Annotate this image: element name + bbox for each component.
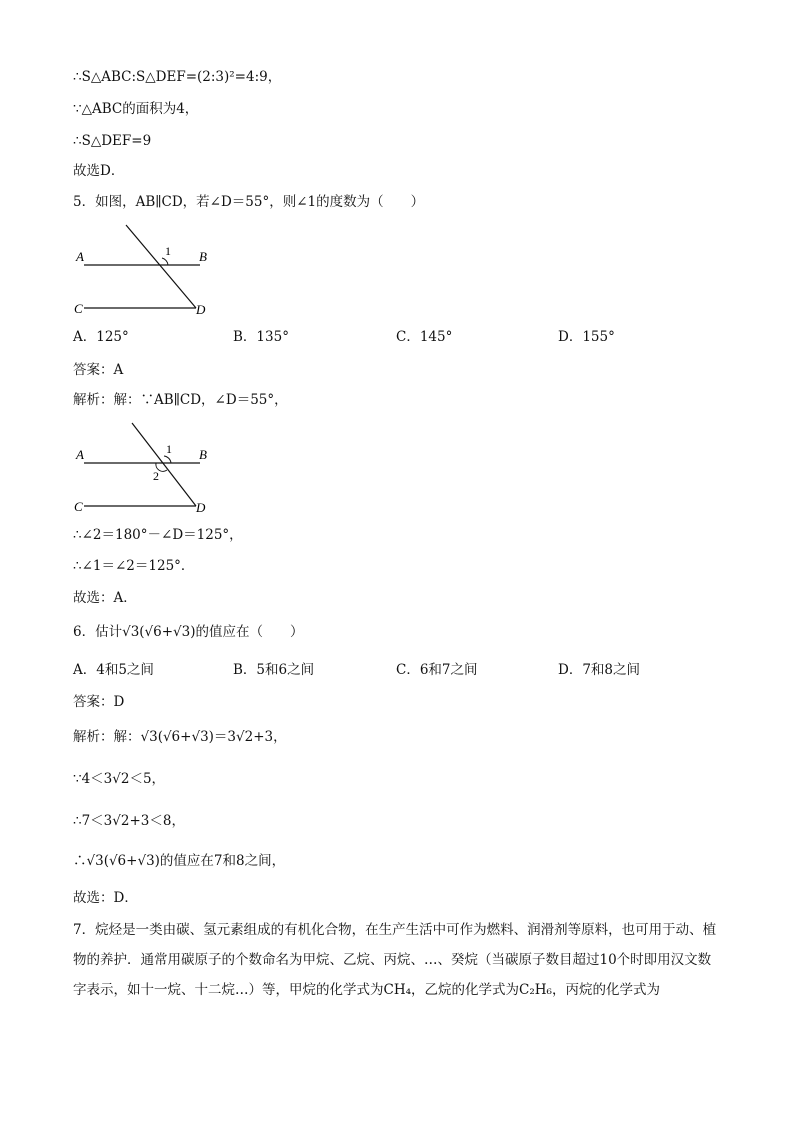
solution-line: ∵4＜3√2＜5，: [73, 771, 166, 787]
solution-line: ∴S△DEF=9: [73, 133, 152, 149]
option-c: C．145°: [396, 329, 453, 345]
point-c-label: C: [74, 499, 83, 514]
option-a: A．125°: [73, 329, 129, 345]
solution-line: ∴S△ABC:S△DEF=(2:3)²=4:9，: [73, 69, 282, 85]
point-a-label: A: [76, 249, 84, 264]
angle-1-label: 1: [166, 442, 172, 456]
parallel-lines-figure: [70, 222, 230, 322]
angle-2-label: 2: [153, 469, 159, 483]
angle-1-arc: [164, 456, 171, 463]
point-a-label: A: [76, 447, 84, 462]
angle-1-label: 1: [165, 244, 171, 258]
answer-label: 答案：D: [73, 694, 125, 710]
solution-line: 解析：解：∵AB∥CD，∠D＝55°，: [73, 392, 288, 408]
option-d: D．7和8之间: [558, 662, 641, 678]
solution-line: ∴7＜3√2+3＜8，: [73, 813, 185, 829]
answer-label: 答案：A: [73, 362, 124, 378]
point-b-label: B: [199, 447, 207, 462]
point-b-label: B: [199, 249, 207, 264]
question-7-stem: 7．烷烃是一类由碳、氢元素组成的有机化合物，在生产生活中可作为燃料、润滑剂等原料，也可用于动、植物的养护．通常用碳原子的个数命名为甲烷、乙烷、丙烷、…、癸烷（当碳原子数目超过10个时即用汉文数字表示，如十一烷、十二烷…）等，甲烷的化学式为CH₄，乙烷的化学式为C₂H₆，丙烷的化学式为: [73, 922, 717, 998]
answer-choice-line: 故选：A．: [73, 590, 137, 606]
transversal-line: [132, 423, 196, 506]
transversal-line: [126, 225, 196, 308]
option-b: B．5和6之间: [233, 662, 315, 678]
angle-1-arc: [162, 258, 168, 265]
point-d-label: D: [196, 302, 206, 317]
option-b: B．135°: [233, 329, 289, 345]
point-c-label: C: [74, 301, 83, 316]
solution-line: 解析：解：√3(√6+√3)＝3√2+3，: [73, 729, 287, 745]
solution-line: ∴√3(√6+√3)的值应在7和8之间，: [73, 853, 286, 869]
option-c: C．6和7之间: [396, 662, 478, 678]
solution-line: ∵△ABC的面积为4，: [73, 101, 199, 117]
solution-line: ∴∠1＝∠2＝125°．: [73, 558, 195, 574]
answer-choice-line: 故选D．: [73, 163, 125, 179]
parallel-lines-figure-annotated: [70, 420, 230, 520]
answer-choice-line: 故选：D．: [73, 890, 138, 906]
solution-line: ∴∠2＝180°－∠D＝125°，: [73, 527, 243, 543]
option-d: D．155°: [558, 329, 615, 345]
point-d-label: D: [196, 500, 206, 515]
question-5-stem: 5．如图，AB∥CD，若∠D＝55°，则∠1的度数为（ ）: [73, 194, 425, 210]
option-a: A．4和5之间: [73, 662, 154, 678]
question-6-stem: 6．估计√3(√6+√3)的值应在（ ）: [73, 624, 304, 640]
